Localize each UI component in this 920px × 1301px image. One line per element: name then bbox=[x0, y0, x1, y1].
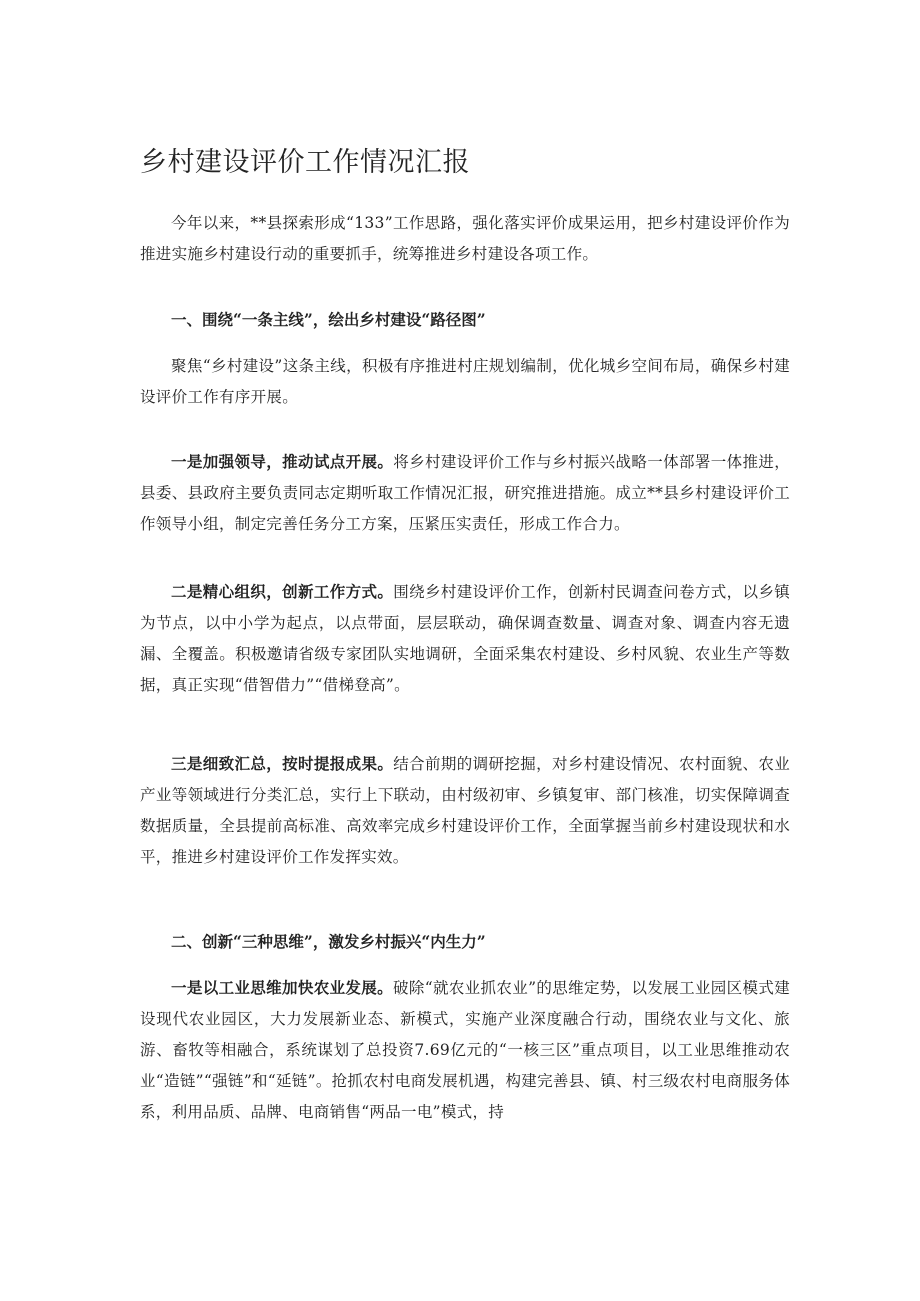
item-body: 破除“就农业抓农业”的思维定势，以发展工业园区模式建设现代农业园区，大力发展新业态、新模式，实施产业深度融合行动，围绕农业与文化、旅游、畜牧等相融合，系统谋划了总投资7.69亿元的“一核三区”重点项目，以工业思维推动农业“造链”“强链”和“延链”。抢抓农村电商发展机遇，构建完善县、镇、村三级农村电商服务体系，利用品质、品牌、电商销售“两品一电”模式，持 bbox=[140, 979, 791, 1121]
item-lead: 一是以工业思维加快农业发展。 bbox=[171, 978, 393, 997]
page-title: 乡村建设评价工作情况汇报 bbox=[140, 147, 470, 178]
section-2-item-1 bbox=[140, 972, 790, 1128]
intro-paragraph: 今年以来，**县探索形成“133”工作思路，强化落实评价成果运用，把乡村建设评价作为推进实施乡村建设行动的重要抓手，统筹推进乡村建设各项工作。 bbox=[140, 214, 790, 263]
item-lead: 二是精心组织，创新工作方式。 bbox=[171, 582, 394, 601]
section-1-heading: 一、围绕“一条主线”，绘出乡村建设“路径图” bbox=[171, 310, 486, 329]
item-lead: 一是加强领导，推动试点开展。 bbox=[171, 452, 394, 471]
section-1-item-1 bbox=[140, 446, 790, 540]
item-body: 围绕乡村建设评价工作，创新村民调查问卷方式，以乡镇为节点，以中小学为起点，以点带面，层层联动，确保调查数量、调查对象、调查内容无遗漏、全覆盖。积极邀请省级专家团队实地调研，全面采集农村建设、乡村风貌、农业生产等数据，真正实现“借智借力”“借梯登高”。 bbox=[140, 583, 790, 694]
section-1-summary: 聚焦“乡村建设”这条主线，积极有序推进村庄规划编制，优化城乡空间布局，确保乡村建设评价工作有序开展。 bbox=[140, 357, 790, 406]
item-lead: 三是细致汇总，按时提报成果。 bbox=[171, 754, 394, 773]
item-body: 将乡村建设评价工作与乡村振兴战略一体部署一体推进，县委、县政府主要负责同志定期听取工作情况汇报，研究推进措施。成立**县乡村建设评价工作领导小组，制定完善任务分工方案，压紧压实责任，形成工作合力。 bbox=[140, 453, 790, 533]
section-1-item-3 bbox=[140, 748, 790, 873]
section-2-heading: 二、创新“三种思维”，激发乡村振兴“内生力” bbox=[171, 932, 486, 951]
item-body: 结合前期的调研挖掘，对乡村建设情况、农村面貌、农业产业等领域进行分类汇总，实行上下联动，由村级初审、乡镇复审、部门核准，切实保障调查数据质量，全县提前高标准、高效率完成乡村建设评价工作，全面掌握当前乡村建设现状和水平，推进乡村建设评价工作发挥实效。 bbox=[140, 755, 790, 866]
section-1-item-2 bbox=[140, 576, 790, 701]
